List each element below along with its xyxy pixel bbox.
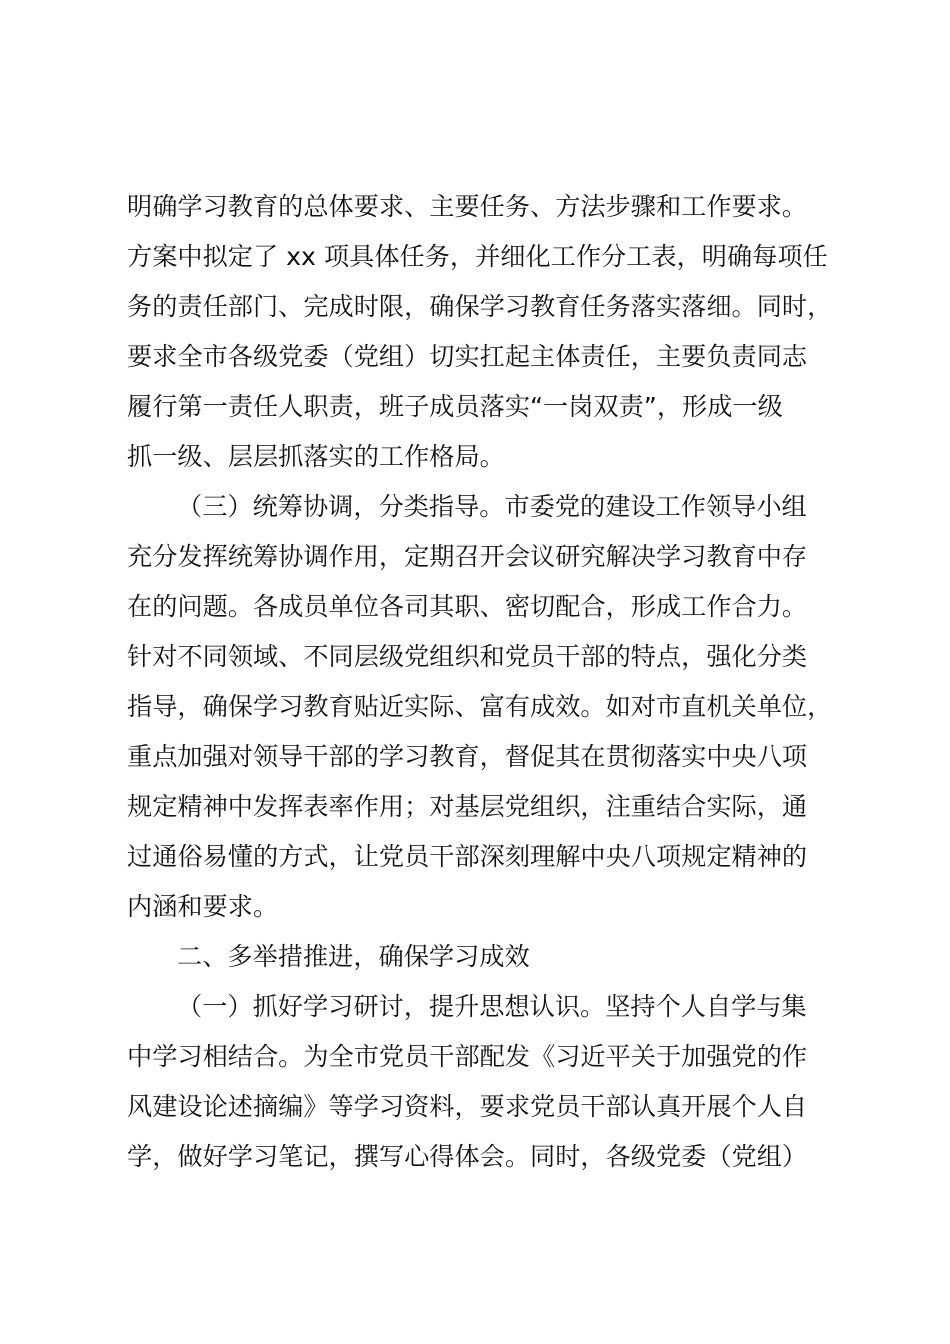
text-line: 重点加强对领导干部的学习教育，督促其在贯彻落实中央八项	[127, 742, 808, 771]
text-line: 风建设论述摘编》等学习资料，要求党员干部认真开展个人自	[127, 1092, 808, 1121]
text-line: 要求全市各级党委（党组）切实扛起主体责任，主要负责同志	[127, 342, 808, 371]
text-line: 过通俗易懂的方式，让党员干部深刻理解中央八项规定精神的	[127, 842, 808, 871]
text-line: 抓一级、层层抓落实的工作格局。	[127, 442, 505, 471]
document-body	[127, 182, 839, 1182]
text-line: 针对不同领域、不同层级党组织和党员干部的特点，强化分类	[127, 642, 808, 671]
text-line: 方案中拟定了 xx 项具体任务，并细化工作分工表，明确每项任	[127, 242, 828, 271]
text-line: 中学习相结合。为全市党员干部配发《习近平关于加强党的作	[127, 1042, 808, 1071]
text-line: 学，做好学习笔记，撰写心得体会。同时，各级党委（党组）	[127, 1142, 808, 1171]
text-line: 内涵和要求。	[127, 892, 279, 921]
subsection-heading-paragraph-start: （三）统筹协调，分类指导。市委党的建设工作领导小组	[177, 492, 807, 521]
text-line: 履行第一责任人职责，班子成员落实“一岗双责”，形成一级	[127, 392, 783, 421]
text-line: 在的问题。各成员单位各司其职、密切配合，形成工作合力。	[127, 592, 808, 621]
text-line: 务的责任部门、完成时限，确保学习教育任务落实落细。同时，	[127, 292, 833, 321]
text-line: 充分发挥统筹协调作用，定期召开会议研究解决学习教育中存	[127, 542, 808, 571]
text-line: 指导，确保学习教育贴近实际、富有成效。如对市直机关单位，	[127, 692, 833, 721]
subsection-heading-paragraph-start: （一）抓好学习研讨，提升思想认识。坚持个人自学与集	[177, 992, 807, 1021]
text-line: 明确学习教育的总体要求、主要任务、方法步骤和工作要求。	[127, 192, 808, 221]
text-line: 规定精神中发挥表率作用；对基层党组织，注重结合实际，通	[127, 792, 808, 821]
section-heading: 二、多举措推进，确保学习成效	[177, 942, 530, 971]
